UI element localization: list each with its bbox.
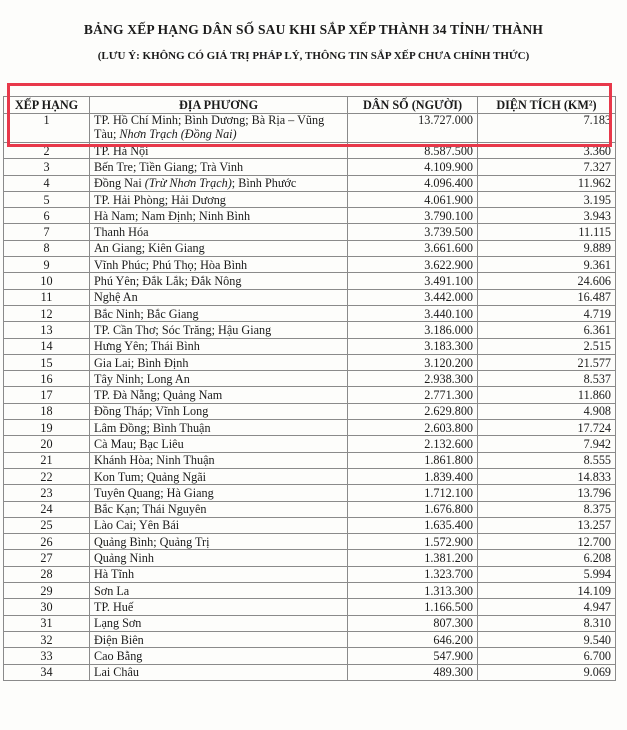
row-area: 4.908	[478, 403, 616, 419]
table-row	[4, 159, 616, 175]
row-population: 646.200	[348, 631, 478, 647]
table-row	[4, 387, 616, 403]
row-population: 3.739.500	[348, 224, 478, 240]
row-area: 6.361	[478, 322, 616, 338]
row-rank: 22	[4, 468, 90, 484]
row-locality	[90, 468, 348, 484]
table-row	[4, 305, 616, 321]
row-area: 7.183	[478, 114, 616, 143]
row-locality	[90, 534, 348, 550]
row-rank: 34	[4, 664, 90, 680]
row-rank: 31	[4, 615, 90, 631]
row-rank: 18	[4, 403, 90, 419]
table-row	[4, 501, 616, 517]
row-area: 17.724	[478, 420, 616, 436]
table-row	[4, 664, 616, 680]
row-population: 3.186.000	[348, 322, 478, 338]
row-area: 9.361	[478, 257, 616, 273]
row-locality	[90, 338, 348, 354]
row-locality	[90, 566, 348, 582]
row-area: 8.555	[478, 452, 616, 468]
table-row	[4, 273, 616, 289]
row-population: 1.313.300	[348, 583, 478, 599]
row-population: 489.300	[348, 664, 478, 680]
locality-text: Lâm Đồng; Bình Thuận	[94, 420, 211, 435]
row-locality	[90, 240, 348, 256]
locality-text: Cao Bằng	[94, 648, 143, 663]
header-area: DIỆN TÍCH (KM²)	[478, 97, 616, 114]
locality-text: Quảng Ninh	[94, 551, 154, 566]
row-locality	[90, 517, 348, 533]
locality-text: Bắc Kạn; Thái Nguyên	[94, 502, 207, 517]
locality-text: Điện Biên	[94, 632, 144, 647]
row-locality	[90, 143, 348, 159]
locality-text: Cà Mau; Bạc Liêu	[94, 436, 184, 451]
row-population: 1.323.700	[348, 566, 478, 582]
row-area: 2.515	[478, 338, 616, 354]
row-rank: 27	[4, 550, 90, 566]
row-rank: 3	[4, 159, 90, 175]
row-area: 11.962	[478, 175, 616, 191]
row-population: 2.629.800	[348, 403, 478, 419]
locality-text: TP. Hồ Chí Minh; Bình Dương; Bà Rịa – Vũng Tàu;	[94, 113, 325, 141]
row-area: 11.860	[478, 387, 616, 403]
locality-italic-text: Nhơn Trạch (Đồng Nai)	[119, 126, 237, 141]
locality-text: Hà Nam; Nam Định; Ninh Bình	[94, 208, 251, 223]
row-area: 5.994	[478, 566, 616, 582]
row-population: 4.109.900	[348, 159, 478, 175]
row-area: 14.833	[478, 468, 616, 484]
row-locality	[90, 436, 348, 452]
table-row	[4, 322, 616, 338]
row-population: 2.603.800	[348, 420, 478, 436]
row-rank: 13	[4, 322, 90, 338]
row-population: 4.096.400	[348, 175, 478, 191]
locality-text: Lào Cai; Yên Bái	[94, 518, 180, 533]
row-rank: 8	[4, 240, 90, 256]
row-area: 14.109	[478, 583, 616, 599]
row-locality	[90, 371, 348, 387]
locality-text: Khánh Hòa; Ninh Thuận	[94, 453, 215, 468]
row-population: 1.861.800	[348, 452, 478, 468]
row-area: 13.257	[478, 517, 616, 533]
table-row	[4, 550, 616, 566]
row-locality	[90, 114, 348, 143]
row-population: 3.440.100	[348, 305, 478, 321]
table-row	[4, 224, 616, 240]
row-area: 8.375	[478, 501, 616, 517]
row-locality	[90, 159, 348, 175]
row-locality	[90, 631, 348, 647]
locality-text: Kon Tum; Quảng Ngãi	[94, 469, 207, 484]
table-row	[4, 534, 616, 550]
row-locality	[90, 452, 348, 468]
row-rank: 23	[4, 485, 90, 501]
row-population: 3.120.200	[348, 354, 478, 370]
row-area: 21.577	[478, 354, 616, 370]
row-population: 1.676.800	[348, 501, 478, 517]
table-row	[4, 452, 616, 468]
row-rank: 20	[4, 436, 90, 452]
locality-text: Hà Tĩnh	[94, 567, 135, 582]
row-locality	[90, 485, 348, 501]
row-population: 13.727.000	[348, 114, 478, 143]
row-rank: 1	[4, 114, 90, 143]
locality-text: Đồng Tháp; Vĩnh Long	[94, 404, 209, 419]
row-rank: 30	[4, 599, 90, 615]
table-row	[4, 354, 616, 370]
table-row	[4, 403, 616, 419]
row-population: 1.572.900	[348, 534, 478, 550]
row-locality	[90, 224, 348, 240]
locality-text: Vĩnh Phúc; Phú Thọ; Hòa Bình	[94, 257, 248, 272]
locality-text: TP. Huế	[94, 599, 134, 614]
header-population: DÂN SỐ (NGƯỜI)	[348, 97, 478, 114]
table-row	[4, 338, 616, 354]
disclaimer-note: (LƯU Ý: KHÔNG CÓ GIÁ TRỊ PHÁP LÝ, THÔNG TIN SẮP XẾP CHƯA CHÍNH THỨC)	[97, 50, 530, 62]
locality-text: Lai Châu	[94, 665, 140, 680]
table-row	[4, 517, 616, 533]
table-row	[4, 371, 616, 387]
row-locality	[90, 615, 348, 631]
row-population: 3.442.000	[348, 289, 478, 305]
row-locality	[90, 273, 348, 289]
row-rank: 9	[4, 257, 90, 273]
row-area: 16.487	[478, 289, 616, 305]
row-locality	[90, 387, 348, 403]
table-row	[4, 257, 616, 273]
row-population: 2.938.300	[348, 371, 478, 387]
row-rank: 26	[4, 534, 90, 550]
locality-text: Tuyên Quang; Hà Giang	[94, 485, 214, 500]
locality-text: Phú Yên; Đắk Lắk; Đắk Nông	[94, 274, 242, 289]
row-locality	[90, 648, 348, 664]
table-row	[4, 289, 616, 305]
table-row	[4, 631, 616, 647]
row-area: 9.540	[478, 631, 616, 647]
row-population: 1.381.200	[348, 550, 478, 566]
row-area: 8.537	[478, 371, 616, 387]
locality-text: Bến Tre; Tiền Giang; Trà Vinh	[94, 159, 244, 174]
table-row	[4, 566, 616, 582]
row-population: 3.491.100	[348, 273, 478, 289]
row-locality	[90, 354, 348, 370]
locality-text: Gia Lai; Bình Định	[94, 355, 189, 370]
row-rank: 14	[4, 338, 90, 354]
row-locality	[90, 191, 348, 207]
table-row	[4, 485, 616, 501]
row-area: 4.719	[478, 305, 616, 321]
row-rank: 10	[4, 273, 90, 289]
row-locality	[90, 289, 348, 305]
row-rank: 6	[4, 208, 90, 224]
row-rank: 15	[4, 354, 90, 370]
row-rank: 28	[4, 566, 90, 582]
row-locality	[90, 175, 348, 191]
row-population: 4.061.900	[348, 191, 478, 207]
table-row	[4, 615, 616, 631]
locality-text: Nghệ An	[94, 290, 138, 305]
table-row	[4, 468, 616, 484]
row-area: 3.943	[478, 208, 616, 224]
row-area: 11.115	[478, 224, 616, 240]
row-area: 6.208	[478, 550, 616, 566]
locality-text: Hưng Yên; Thái Bình	[94, 339, 200, 354]
row-population: 3.183.300	[348, 338, 478, 354]
table-header-row	[4, 97, 616, 114]
row-population: 2.771.300	[348, 387, 478, 403]
table-row	[4, 420, 616, 436]
header-locality: ĐỊA PHƯƠNG	[90, 97, 348, 114]
row-population: 1.839.400	[348, 468, 478, 484]
row-population: 807.300	[348, 615, 478, 631]
row-area: 7.942	[478, 436, 616, 452]
row-area: 24.606	[478, 273, 616, 289]
table-row	[4, 208, 616, 224]
row-population: 2.132.600	[348, 436, 478, 452]
row-rank: 5	[4, 191, 90, 207]
row-locality	[90, 322, 348, 338]
row-rank: 19	[4, 420, 90, 436]
row-rank: 2	[4, 143, 90, 159]
row-locality	[90, 403, 348, 419]
row-locality	[90, 664, 348, 680]
table-row	[4, 175, 616, 191]
locality-text: Đồng Nai	[94, 176, 145, 191]
row-area: 12.700	[478, 534, 616, 550]
table-row	[4, 583, 616, 599]
locality-text: TP. Cần Thơ; Sóc Trăng; Hậu Giang	[94, 322, 272, 337]
row-population: 3.661.600	[348, 240, 478, 256]
row-rank: 25	[4, 517, 90, 533]
population-ranking-table	[3, 96, 616, 681]
row-locality	[90, 550, 348, 566]
locality-text: Sơn La	[94, 583, 130, 598]
table-row	[4, 191, 616, 207]
table-row	[4, 648, 616, 664]
locality-text: Bắc Ninh; Bắc Giang	[94, 306, 199, 321]
row-area: 13.796	[478, 485, 616, 501]
locality-italic-text: (Trừ Nhơn Trạch)	[144, 176, 232, 191]
row-rank: 4	[4, 175, 90, 191]
row-locality	[90, 305, 348, 321]
row-population: 8.587.500	[348, 143, 478, 159]
row-area: 3.360	[478, 143, 616, 159]
row-area: 8.310	[478, 615, 616, 631]
locality-text: TP. Hải Phòng; Hải Dương	[94, 192, 226, 207]
row-rank: 33	[4, 648, 90, 664]
table-row	[4, 114, 616, 143]
row-rank: 16	[4, 371, 90, 387]
header-rank: XẾP HẠNG	[4, 97, 90, 114]
row-rank: 29	[4, 583, 90, 599]
table-row	[4, 436, 616, 452]
row-rank: 32	[4, 631, 90, 647]
row-population: 547.900	[348, 648, 478, 664]
locality-text: Tây Ninh; Long An	[94, 371, 190, 386]
table-row	[4, 143, 616, 159]
locality-text: Quảng Bình; Quảng Trị	[94, 534, 210, 549]
locality-text: TP. Đà Nẵng; Quảng Nam	[94, 388, 223, 403]
row-area: 7.327	[478, 159, 616, 175]
row-area: 4.947	[478, 599, 616, 615]
row-area: 3.195	[478, 191, 616, 207]
row-population: 1.635.400	[348, 517, 478, 533]
row-population: 1.712.100	[348, 485, 478, 501]
row-rank: 7	[4, 224, 90, 240]
row-locality	[90, 208, 348, 224]
document-title: BẢNG XẾP HẠNG DÂN SỐ SAU KHI SẮP XẾP THÀNH 34 TỈNH/ THÀNH	[83, 22, 544, 37]
table-row	[4, 240, 616, 256]
row-locality	[90, 257, 348, 273]
row-rank: 24	[4, 501, 90, 517]
locality-text: An Giang; Kiên Giang	[94, 241, 205, 256]
row-rank: 12	[4, 305, 90, 321]
locality-text: Lạng Sơn	[94, 616, 142, 631]
table-row	[4, 599, 616, 615]
row-rank: 21	[4, 452, 90, 468]
row-area: 6.700	[478, 648, 616, 664]
locality-after-text: ; Bình Phước	[231, 176, 297, 191]
row-locality	[90, 583, 348, 599]
row-locality	[90, 501, 348, 517]
row-area: 9.889	[478, 240, 616, 256]
row-locality	[90, 599, 348, 615]
row-population: 3.790.100	[348, 208, 478, 224]
row-rank: 17	[4, 387, 90, 403]
row-population: 3.622.900	[348, 257, 478, 273]
locality-text: Thanh Hóa	[94, 225, 149, 240]
row-locality	[90, 420, 348, 436]
row-rank: 11	[4, 289, 90, 305]
locality-text: TP. Hà Nội	[94, 143, 149, 158]
row-area: 9.069	[478, 664, 616, 680]
row-population: 1.166.500	[348, 599, 478, 615]
